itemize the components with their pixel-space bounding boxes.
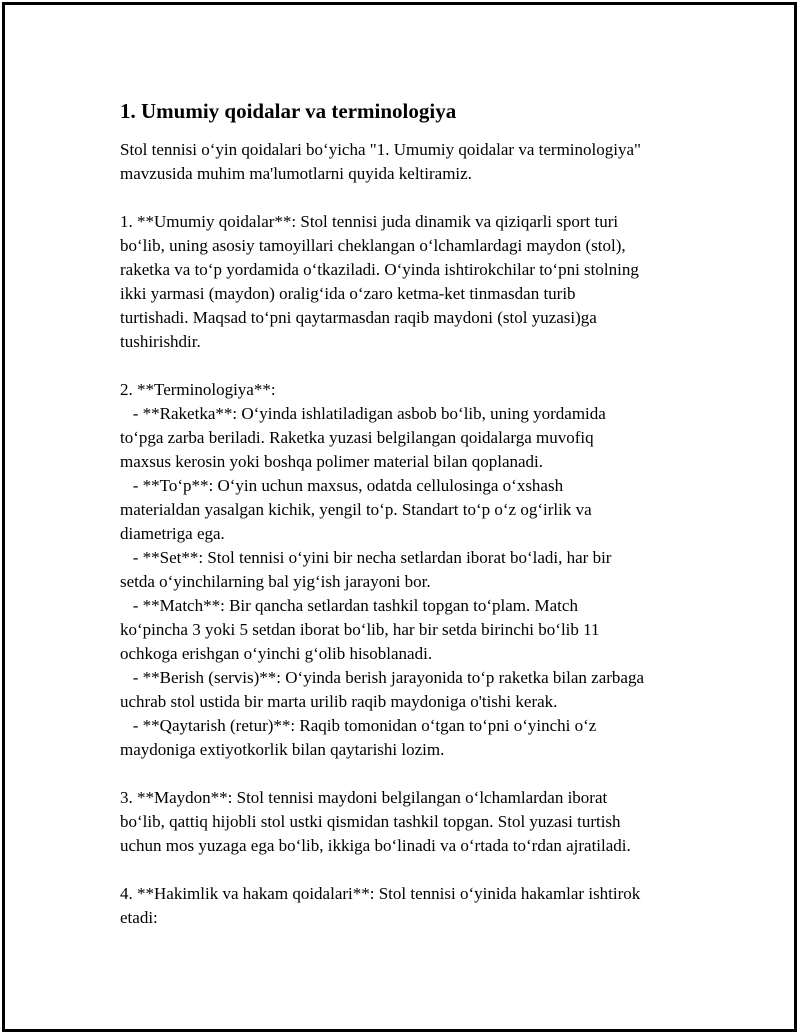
text-line: turtishadi. Maqsad to‘pni qaytarmasdan raqib maydoni (stol yuzasi)ga [120,308,597,327]
text-line: - **To‘p**: O‘yin uchun maxsus, odatda cellulosinga o‘xshash [120,476,564,495]
page-frame [2,2,797,1032]
text-line: diametriga ega. [120,524,225,543]
text-line: setda o‘yinchilarning bal yig‘ish jarayoni bor. [120,572,431,591]
text-line: tushirishdir. [120,332,201,351]
text-line: - **Match**: Bir qancha setlardan tashkil topgan to‘plam. Match [120,596,578,615]
text-line: - **Qaytarish (retur)**: Raqib tomonidan o‘tgan to‘pni o‘yinchi o‘z [120,716,597,735]
section-field [120,786,710,858]
text-line: 2. **Terminologiya**: [120,380,276,399]
section-terminology [120,378,710,762]
text-line: 3. **Maydon**: Stol tennisi maydoni belgilangan o‘lchamlardan iborat [120,788,608,807]
text-line: ochkoga erishgan o‘yinchi g‘olib hisoblanadi. [120,644,433,663]
text-line: - **Raketka**: O‘yinda ishlatiladigan asbob bo‘lib, uning yordamida [120,404,606,423]
paragraph-gap [120,354,710,378]
text-line: 4. **Hakimlik va hakam qoidalari**: Stol tennisi o‘yinida hakamlar ishtirok [120,884,641,903]
paragraph-gap [120,858,710,882]
text-line: maydoniga extiyotkorlik bilan qaytarishi lozim. [120,740,445,759]
text-line: Stol tennisi o‘yin qoidalari bo‘yicha "1. Umumiy qoidalar va terminologiya" [120,140,641,159]
paragraph-gap [120,186,710,210]
section-referees [120,882,710,930]
text-line: ikki yarmasi (maydon) oralig‘ida o‘zaro ketma-ket tinmasdan turib [120,284,576,303]
text-line: uchrab stol ustida bir marta urilib raqib maydoniga o'tishi kerak. [120,692,558,711]
text-line: - **Set**: Stol tennisi o‘yini bir necha setlardan iborat bo‘ladi, har bir [120,548,612,567]
intro-paragraph [120,138,710,186]
document-title: 1. Umumiy qoidalar va terminologiya [120,99,457,123]
text-line: mavzusida muhim ma'lumotlarni quyida keltiramiz. [120,164,472,183]
text-line: bo‘lib, uning asosiy tamoyillari cheklangan o‘lchamlardagi maydon (stol), [120,236,626,255]
text-line: materialdan yasalgan kichik, yengil to‘p. Standart to‘p o‘z og‘irlik va [120,500,592,519]
text-line: 1. **Umumiy qoidalar**: Stol tennisi juda dinamik va qiziqarli sport turi [120,212,619,231]
text-line: ko‘pincha 3 yoki 5 setdan iborat bo‘lib, har bir setda birinchi bo‘lib 11 [120,620,600,639]
text-line: - **Berish (servis)**: O‘yinda berish jarayonida to‘p raketka bilan zarbaga [120,668,644,687]
text-line: raketka va to‘p yordamida o‘tkaziladi. O‘yinda ishtirokchilar to‘pni stolning [120,260,639,279]
text-line: etadi: [120,908,158,927]
text-line: bo‘lib, qattiq hijobli stol ustki qismidan tashkil topgan. Stol yuzasi turtish [120,812,621,831]
text-line: maxsus kerosin yoki boshqa polimer material bilan qoplanadi. [120,452,544,471]
text-line: uchun mos yuzaga ega bo‘lib, ikkiga bo‘linadi va o‘rtada to‘rdan ajratiladi. [120,836,631,855]
section-general-rules [120,210,710,354]
text-line: to‘pga zarba beriladi. Raketka yuzasi belgilangan qoidalarga muvofiq [120,428,594,447]
document-body [120,98,710,930]
paragraph-gap [120,762,710,786]
